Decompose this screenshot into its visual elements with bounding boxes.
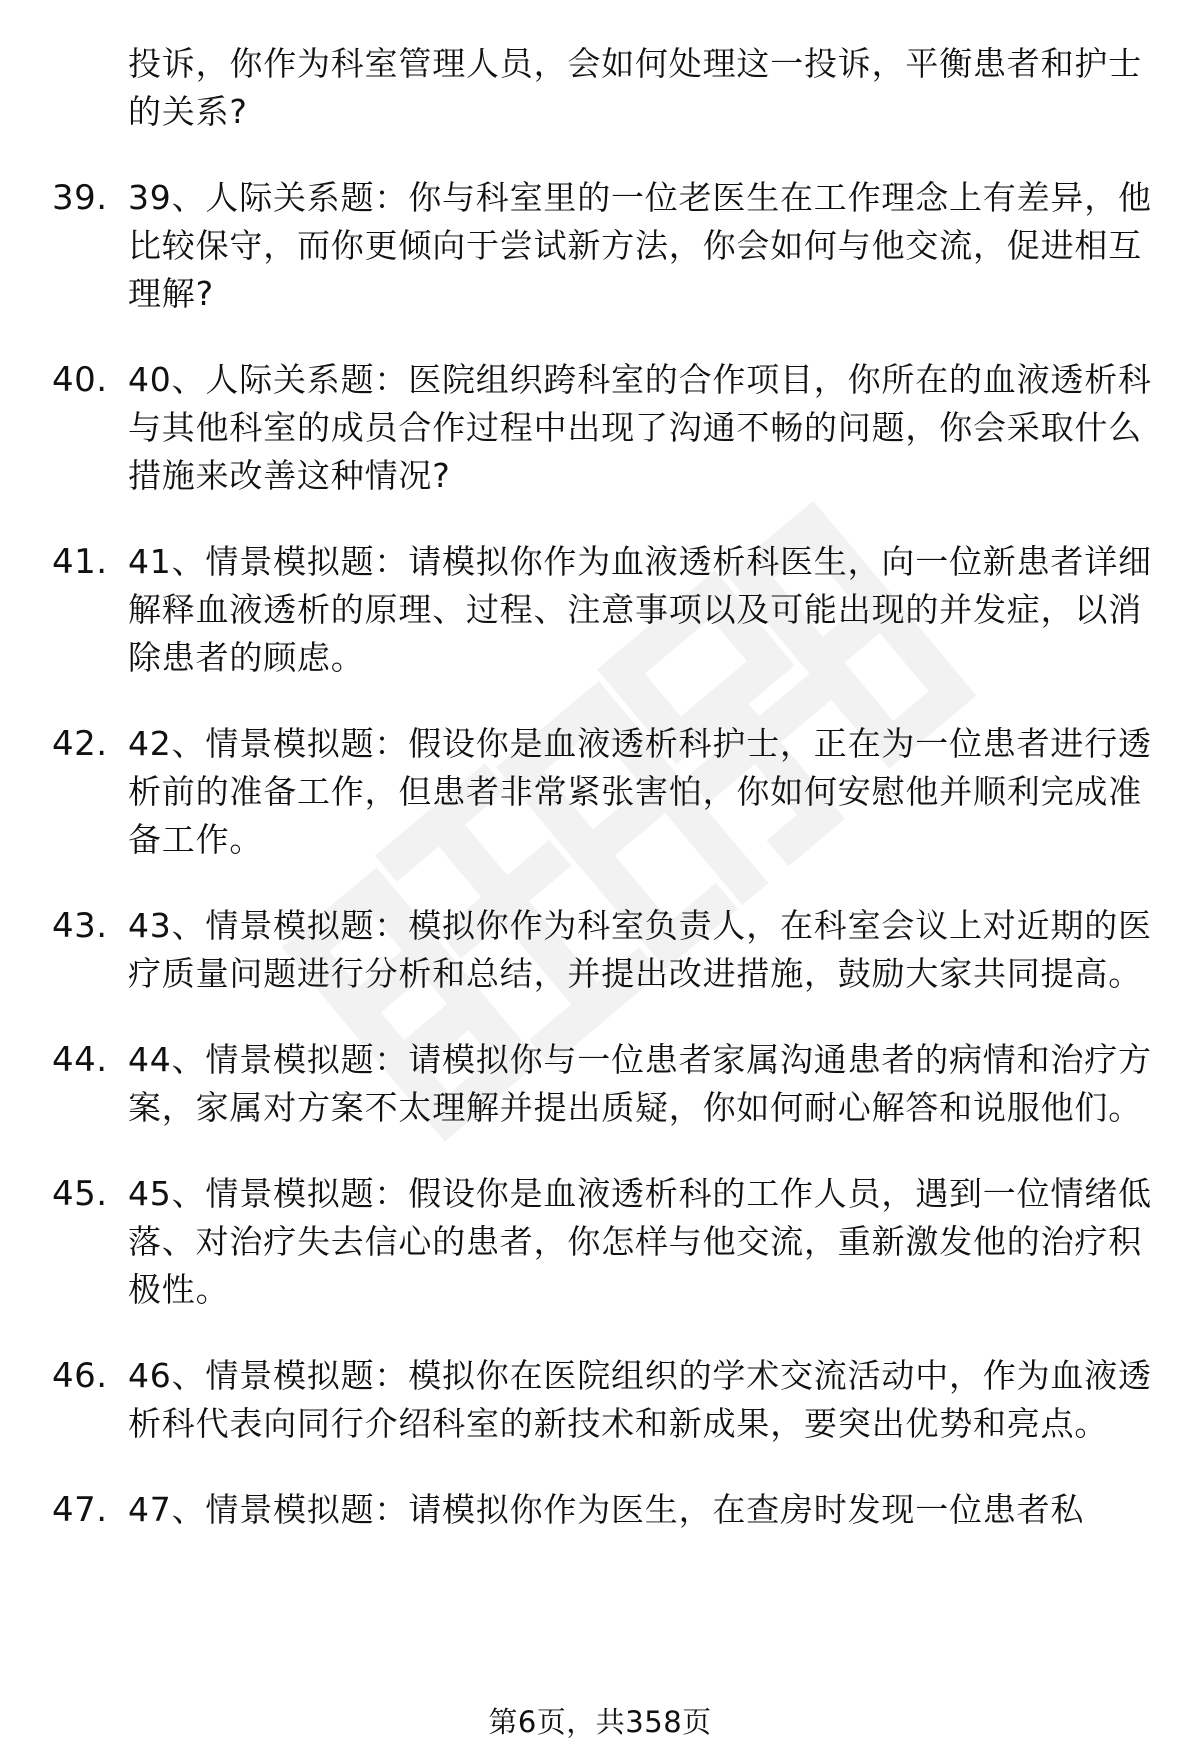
- question-text: 47、情景模拟题：请模拟你作为医生，在查房时发现一位患者私: [128, 1490, 1085, 1529]
- question-number: 45.: [52, 1174, 108, 1214]
- page-footer: 第6页，共358页: [488, 1705, 712, 1739]
- question-text: 43、情景模拟题：模拟你作为科室负责人，在科室会议上对近期的医疗质量问题进行分析和总结，并提出改进措施，鼓励大家共同提高。: [128, 906, 1152, 993]
- question-text: 39、人际关系题：你与科室里的一位老医生在工作理念上有差异，他比较保守，而你更倾向于尝试新方法，你会如何与他交流，促进相互理解?: [128, 178, 1152, 313]
- question-number: 40.: [52, 360, 108, 400]
- question-number: 41.: [52, 542, 108, 582]
- question-number: 46.: [52, 1356, 108, 1396]
- question-item-47: [0, 1486, 1200, 1534]
- question-text: 45、情景模拟题：假设你是血液透析科的工作人员，遇到一位情绪低落、对治疗失去信心的患者，你怎样与他交流，重新激发他的治疗积极性。: [128, 1174, 1152, 1309]
- question-number: 47.: [52, 1490, 108, 1530]
- question-number: 44.: [52, 1040, 108, 1080]
- continuation-paragraph: [0, 40, 1200, 136]
- question-text: 44、情景模拟题：请模拟你与一位患者家属沟通患者的病情和治疗方案，家属对方案不太理解并提出质疑，你如何耐心解答和说服他们。: [128, 1040, 1152, 1127]
- question-number: 39.: [52, 178, 108, 218]
- question-item-43: [0, 902, 1200, 998]
- question-number: 43.: [52, 906, 108, 946]
- question-item-46: [0, 1352, 1200, 1448]
- question-number: 42.: [52, 724, 108, 764]
- question-item-45: [0, 1170, 1200, 1314]
- question-text: 40、人际关系题：医院组织跨科室的合作项目，你所在的血液透析科与其他科室的成员合作过程中出现了沟通不畅的问题，你会采取什么措施来改善这种情况?: [128, 360, 1152, 495]
- question-item-40: [0, 356, 1200, 500]
- question-text: 41、情景模拟题：请模拟你作为血液透析科医生，向一位新患者详细解释血液透析的原理、过程、注意事项以及可能出现的并发症，以消除患者的顾虑。: [128, 542, 1152, 677]
- question-item-42: [0, 720, 1200, 864]
- document-content: [0, 40, 1200, 1572]
- continuation-text: 投诉，你作为科室管理人员，会如何处理这一投诉，平衡患者和护士的关系?: [128, 44, 1142, 131]
- question-text: 42、情景模拟题：假设你是血液透析科护士，正在为一位患者进行透析前的准备工作，但患者非常紧张害怕，你如何安慰他并顺利完成准备工作。: [128, 724, 1152, 859]
- question-item-39: [0, 174, 1200, 318]
- question-text: 46、情景模拟题：模拟你在医院组织的学术交流活动中，作为血液透析科代表向同行介绍科室的新技术和新成果，要突出优势和亮点。: [128, 1356, 1152, 1443]
- question-item-41: [0, 538, 1200, 682]
- question-item-44: [0, 1036, 1200, 1132]
